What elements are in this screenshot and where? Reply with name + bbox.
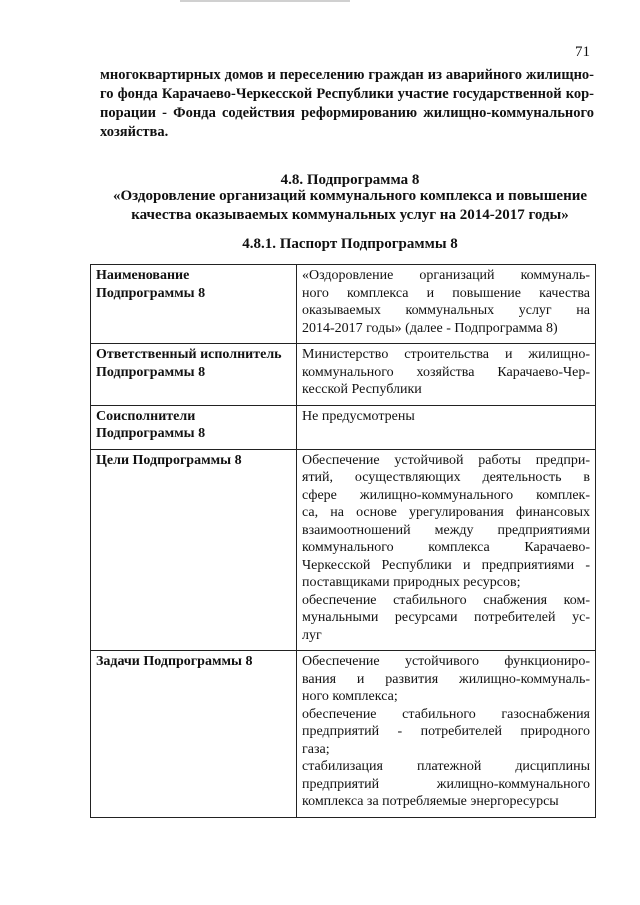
value-line: коммунального хозяйства Карачаево-Чер- (302, 364, 590, 380)
label-line: Наименование (96, 268, 190, 283)
intro-paragraph (100, 66, 594, 142)
label-line: Подпрограммы 8 (96, 426, 206, 441)
value-paragraph (302, 346, 590, 399)
section-title-line-1: «Оздоровление организаций коммунального комплекса и повышение (112, 188, 588, 204)
value-line: «Оздоровление организаций коммуналь- (302, 268, 590, 283)
subsection-title: 4.8.1. Паспорт Подпрограммы 8 (242, 236, 458, 252)
table-row (91, 651, 596, 818)
value-line: поставщиками природных ресурсов; (302, 575, 521, 590)
row-label (91, 449, 297, 651)
row-label (91, 651, 297, 818)
value-line: предприятий - потребителей природного (302, 724, 590, 739)
table-row (91, 449, 596, 651)
section-number-title: 4.8. Подпрограмма 8 (280, 172, 420, 188)
row-value (297, 651, 596, 818)
page-number: 71 (575, 44, 590, 60)
value-paragraph (302, 408, 590, 426)
value-line: комплекса за потребляемые энергоресурсы (302, 794, 559, 809)
value-line: обеспечение стабильного газоснабжения (302, 706, 590, 722)
label-line: Ответственный исполнитель (96, 347, 282, 362)
row-label (91, 265, 297, 344)
value-line: луг (302, 627, 322, 643)
value-paragraph (302, 653, 590, 811)
value-line: коммунального комплекса Карачаево- (302, 540, 590, 555)
scan-top-edge (180, 0, 350, 2)
row-value (297, 344, 596, 406)
value-line: Не предусмотрены (302, 408, 415, 424)
value-line: вания и развития жилищно-коммуналь- (302, 671, 590, 687)
value-line: ного комплекса; (302, 689, 398, 704)
row-label (91, 405, 297, 449)
label-line: Подпрограммы 8 (96, 364, 206, 380)
value-line: Обеспечение устойчивого функциониро- (302, 654, 590, 669)
value-line: оказываемых коммунальных услуг на (302, 303, 590, 318)
value-line: мунальными ресурсами потребителей ус- (302, 610, 590, 625)
passport-table (90, 264, 596, 818)
value-line: Обеспечение устойчивой работы предпри- (302, 452, 590, 468)
value-line: са, на основе урегулирования финансовых (302, 505, 590, 520)
label-line: Соисполнители (96, 408, 196, 424)
intro-line: порации - Фонда содействия реформированию жилищно-коммунального (100, 105, 594, 121)
value-paragraph (302, 452, 590, 645)
row-value (297, 449, 596, 651)
table-row (91, 405, 596, 449)
value-line: стабилизация платежной дисциплины (302, 759, 590, 774)
label-line: Цели Подпрограммы 8 (96, 452, 242, 468)
value-line: сфере жилищно-коммунального комплек- (302, 487, 590, 503)
table-row (91, 344, 596, 406)
value-line: обеспечение стабильного снабжения ком- (302, 592, 590, 608)
intro-line: многоквартирных домов и переселению граждан из аварийного жилищно- (100, 67, 594, 83)
value-line: Черкесской Республики и предприятиями - (302, 557, 590, 573)
row-label (91, 344, 297, 406)
value-line: 2014-2017 годы» (далее - Подпрограмма 8) (302, 320, 558, 336)
row-value (297, 405, 596, 449)
value-line: Министерство строительства и жилищно- (302, 347, 590, 362)
value-line: взаимоотношений между предприятиями (302, 522, 590, 538)
intro-line: хозяйства. (100, 124, 169, 140)
section-title-line-2: качества оказываемых коммунальных услуг на 2014-2017 годы» (131, 207, 569, 223)
value-line: предприятий жилищно-коммунального (302, 776, 590, 792)
row-value (297, 265, 596, 344)
value-line: ятий, осуществляющих деятельность в (302, 470, 590, 485)
value-line: ного комплекса и повышение качества (302, 285, 590, 301)
intro-line: го фонда Карачаево-Черкесской Республики участие государственной кор- (100, 86, 594, 102)
value-line: газа; (302, 741, 330, 757)
table-row (91, 265, 596, 344)
value-paragraph (302, 267, 590, 337)
value-line: кесской Республики (302, 382, 422, 397)
label-line: Задачи Подпрограммы 8 (96, 654, 253, 669)
label-line: Подпрограммы 8 (96, 285, 206, 301)
